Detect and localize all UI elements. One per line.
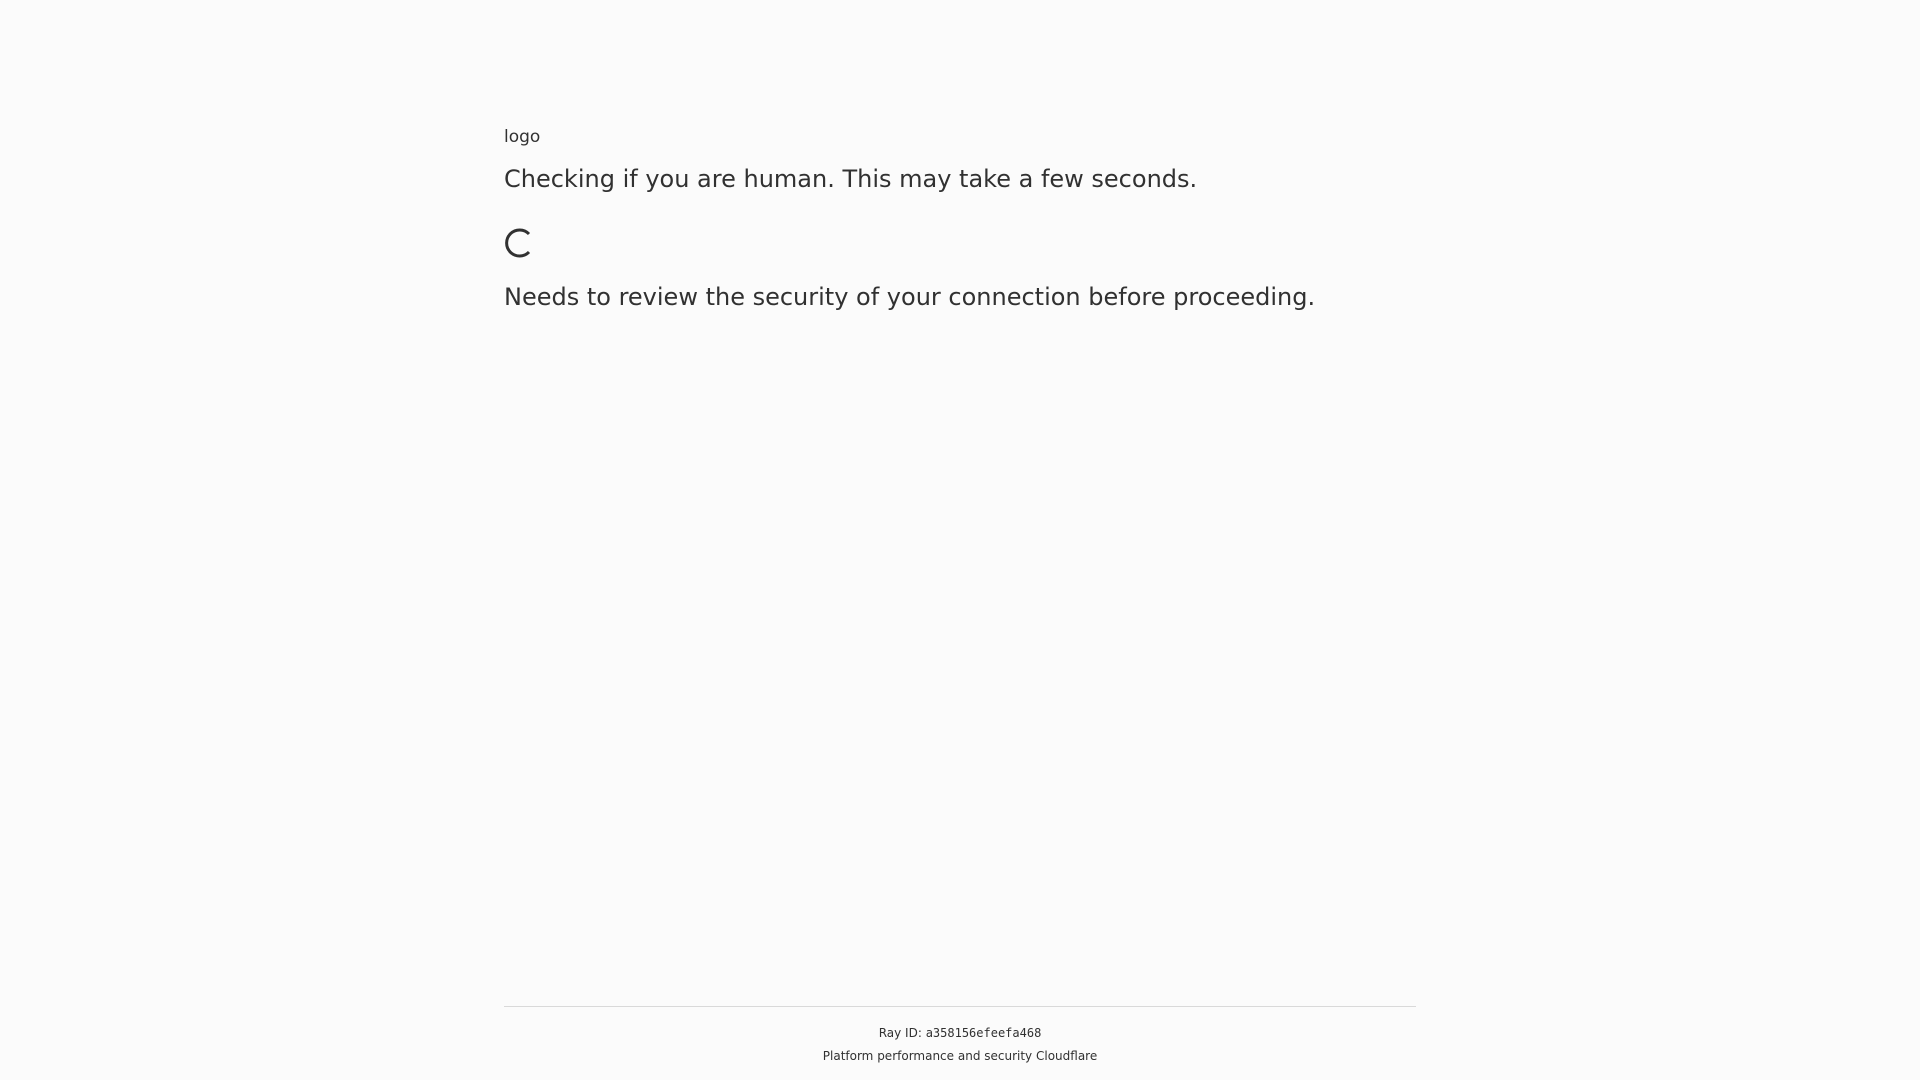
ray-id-row (504, 1025, 1416, 1041)
ray-id-value: a358156efeefa468 (925, 1026, 1042, 1040)
cloudflare-link[interactable]: Cloudflare (1035, 1049, 1098, 1063)
performance-text: Platform performance and security (822, 1049, 1033, 1063)
page-title: Checking if you are human. This may take a few seconds. (504, 165, 1198, 193)
spinner-icon (504, 228, 534, 258)
challenge-main (504, 126, 1416, 312)
performance-row (504, 1048, 1416, 1064)
footer (504, 1006, 1416, 1064)
security-message: Needs to review the security of your connection before proceeding. (504, 283, 1316, 311)
logo (504, 126, 1416, 148)
logo-alt-text: logo (504, 127, 541, 147)
ray-id-label: Ray ID: (878, 1026, 922, 1040)
